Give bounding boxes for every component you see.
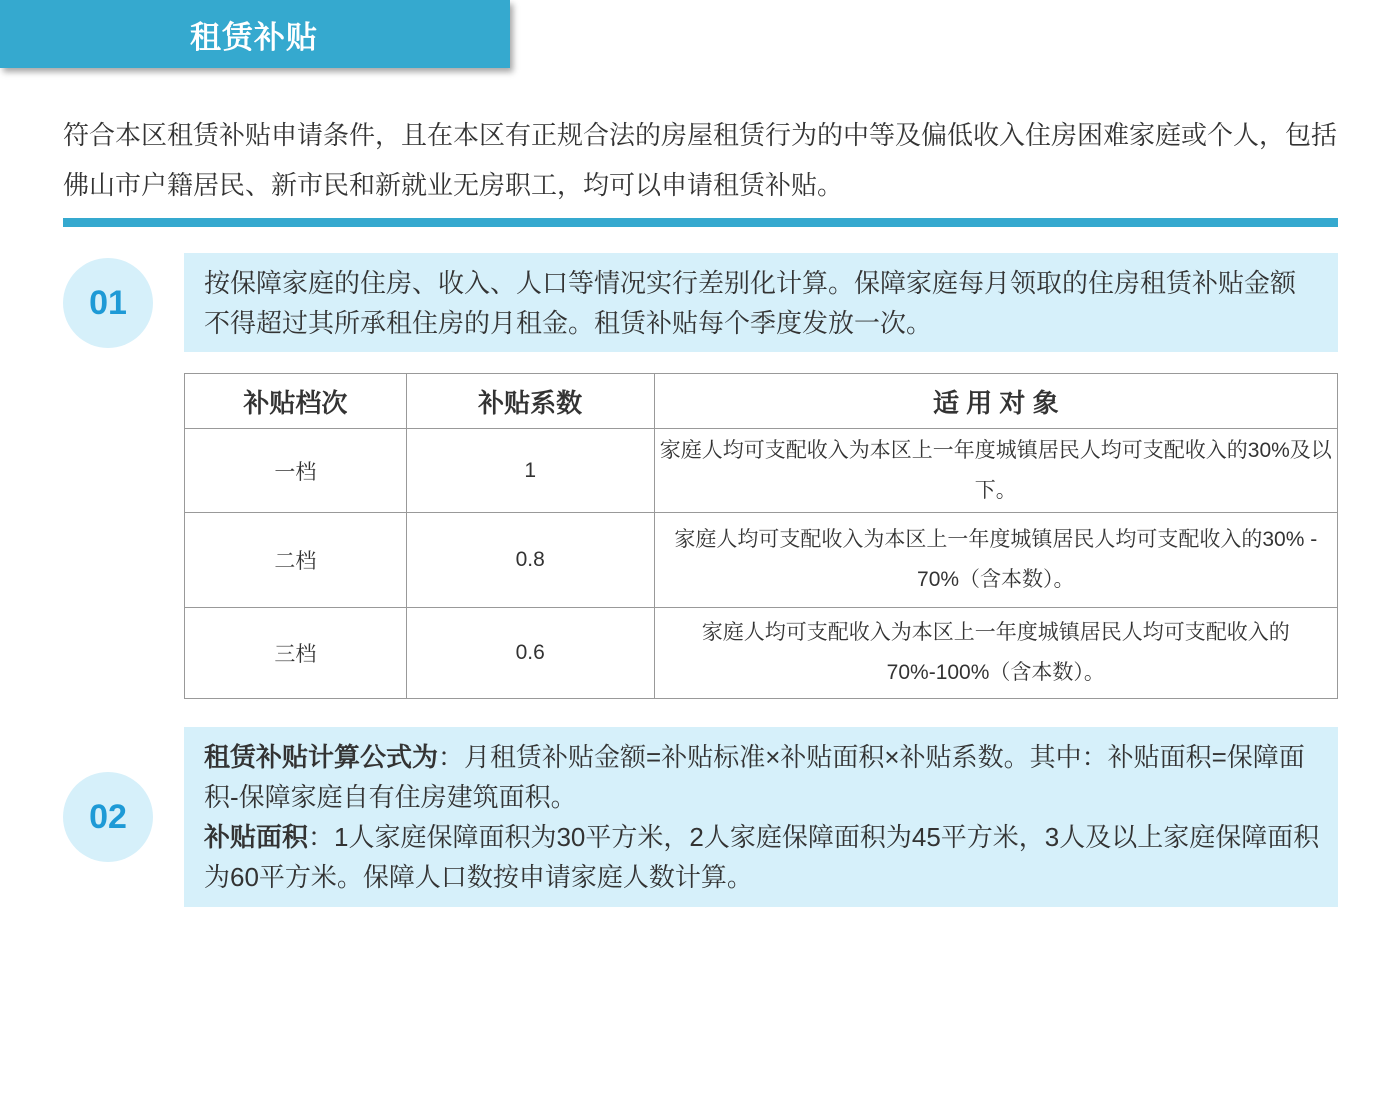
table-row: [185, 608, 1338, 699]
header-applicable: 适 用 对 象: [654, 374, 1337, 429]
header-tab: [0, 0, 510, 68]
description-cell: 家庭人均可支配收入为本区上一年度城镇居民人均可支配收入的70%-100%（含本数）。: [654, 608, 1337, 699]
section-number-01: 01: [63, 258, 153, 348]
tier-cell: 一档: [185, 429, 407, 513]
description-cell: 家庭人均可支配收入为本区上一年度城镇居民人均可支配收入的30%及以下。: [654, 429, 1337, 513]
section1-info-box: [184, 253, 1338, 352]
section-divider: [63, 218, 1338, 227]
intro-paragraph: 符合本区租赁补贴申请条件，且在本区有正规合法的房屋租赁行为的中等及偏低收入住房困难家庭或个人，包括佛山市户籍居民、新市民和新就业无房职工，均可以申请租赁补贴。: [63, 120, 1338, 200]
formula-label: 租赁补贴计算公式为: [204, 742, 439, 772]
subsidy-table: [184, 373, 1338, 699]
table-header-row: [185, 374, 1338, 429]
coefficient-cell: 0.6: [406, 608, 654, 699]
table-row: [185, 429, 1338, 513]
section1-text: 按保障家庭的住房、收入、人口等情况实行差别化计算。保障家庭每月领取的住房租赁补贴金额不得超过其所承租住房的月租金。租赁补贴每个季度发放一次。: [204, 268, 1297, 338]
header-coefficient: 补贴系数: [406, 374, 654, 429]
coefficient-cell: 0.8: [406, 513, 654, 608]
table-row: [185, 513, 1338, 608]
section-number-02: 02: [63, 772, 153, 862]
coefficient-cell: 1: [406, 429, 654, 513]
formula-text: ：月租赁补贴金额=补贴标准×补贴面积×补贴系数。其中：补贴面积=保障面积-保障家庭自有住房建筑面积。: [204, 742, 1305, 812]
header-tier: 补贴档次: [185, 374, 407, 429]
area-text: ：1人家庭保障面积为30平方米，2人家庭保障面积为45平方米，3人及以上家庭保障面积为60平方米。保障人口数按申请家庭人数计算。: [204, 822, 1320, 892]
area-label: 补贴面积: [204, 822, 309, 852]
page-title: 租赁补贴: [190, 19, 318, 55]
description-cell: 家庭人均可支配收入为本区上一年度城镇居民人均可支配收入的30% - 70%（含本数）。: [654, 513, 1337, 608]
tier-cell: 三档: [185, 608, 407, 699]
section2-info-box: [184, 727, 1338, 907]
tier-cell: 二档: [185, 513, 407, 608]
